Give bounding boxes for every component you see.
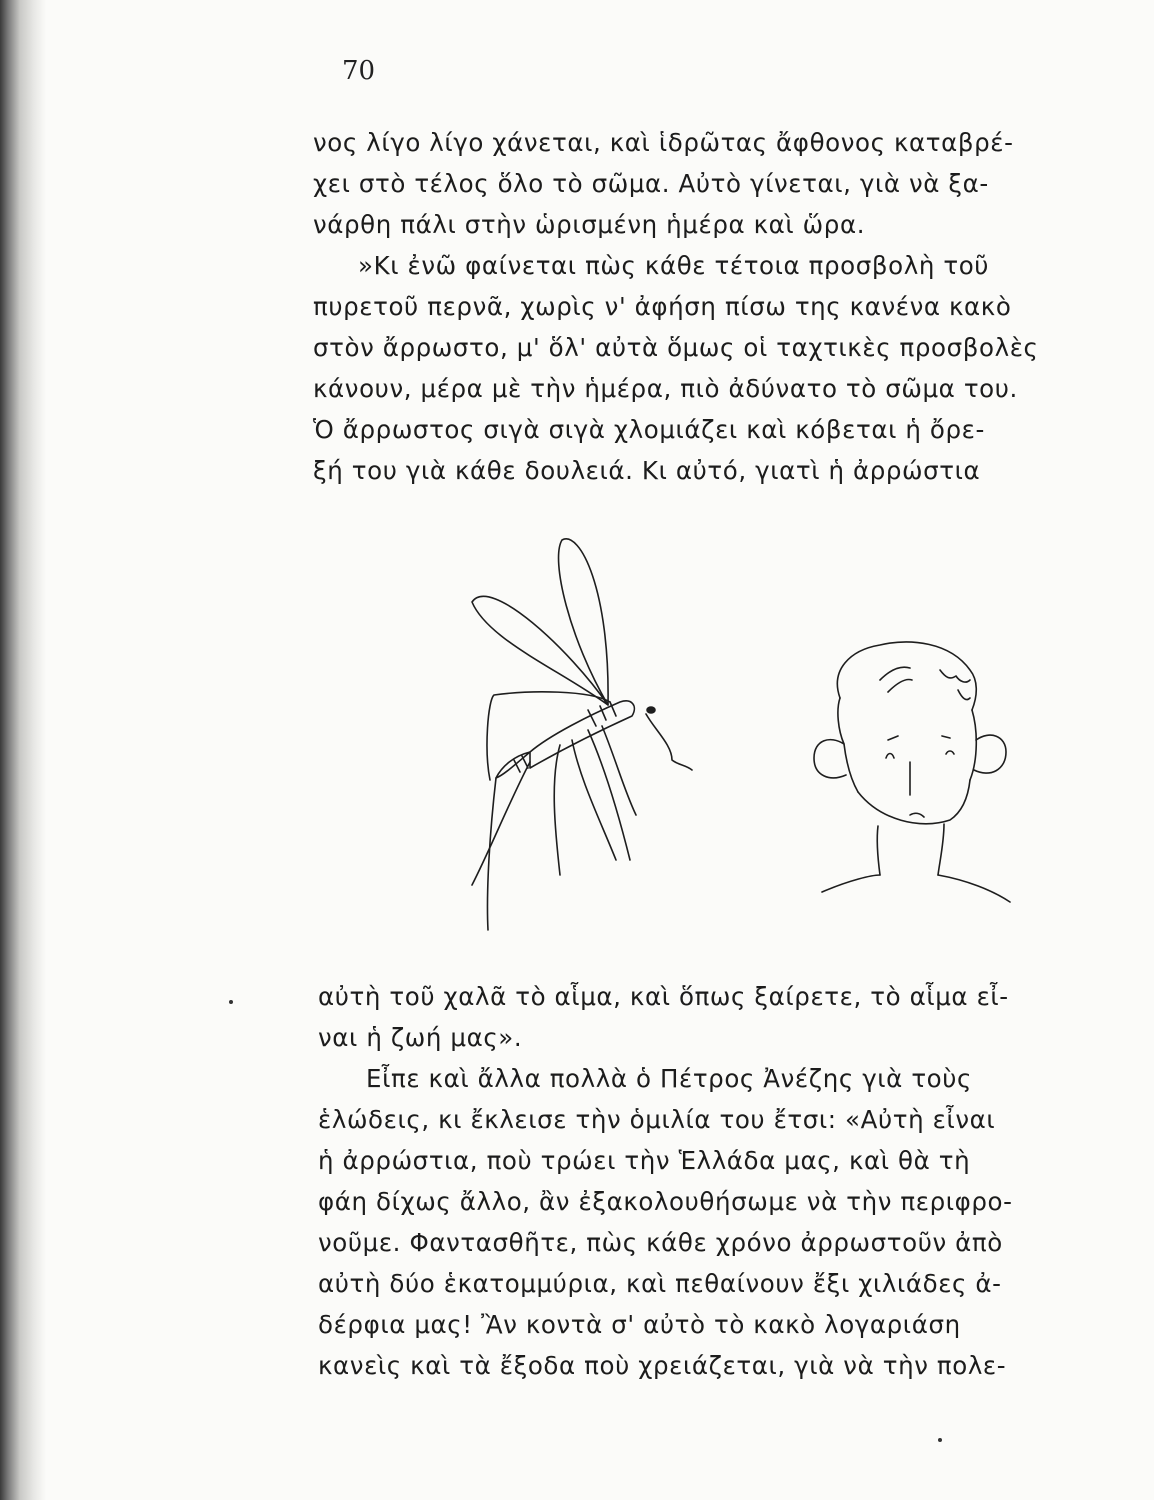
text-line: νος λίγο λίγο χάνεται, καὶ ἱδρῶτας ἄφθονος καταβρέ- — [313, 128, 1014, 157]
speck-mark — [938, 1438, 942, 1442]
text-line: Ὁ ἄρρωστος σιγὰ σιγὰ χλομιάζει καὶ κόβεται ἡ ὄρε- — [313, 415, 985, 444]
illustration-drawing — [410, 530, 1130, 950]
text-line: πυρετοῦ περνᾶ, χωρὶς ν' ἀφήση πίσω της κανένα κακὸ — [313, 292, 1012, 321]
illustration — [410, 530, 1130, 950]
text-line: νοῦμε. Φαντασθῆτε, πὼς κάθε χρόνο ἀρρωστοῦν ἀπὸ — [318, 1228, 1003, 1257]
text-line: φάη δίχως ἄλλο, ἂν ἐξακολουθήσωμε νὰ τὴν περιφρο- — [318, 1187, 1013, 1216]
mosquito-drawing — [472, 539, 692, 930]
text-line: »Κι ἐνῶ φαίνεται πὼς κάθε τέτοια προσβολὴ τοῦ — [358, 251, 990, 280]
text-line: κάνουν, μέρα μὲ τὴν ἡμέρα, πιὸ ἀδύνατο τὸ σῶμα του. — [313, 374, 1018, 403]
text-line: ἑλώδεις, κι ἔκλεισε τὴν ὁμιλία του ἔτσι: «Αὐτὴ εἶναι — [318, 1105, 996, 1134]
text-line: στὸν ἄρρωστο, μ' ὅλ' αὐτὰ ὅμως οἱ ταχτικὲς προσβολὲς — [313, 333, 1039, 362]
text-line: Εἶπε καὶ ἄλλα πολλὰ ὁ Πέτρος Ἀνέζης γιὰ τοὺς — [366, 1064, 973, 1093]
page-number: 70 — [342, 56, 376, 86]
text-line: ναι ἡ ζωή μας». — [318, 1023, 523, 1052]
text-line: ἡ ἀρρώστια, ποὺ τρώει τὴν Ἑλλάδα μας, καὶ θὰ τὴ — [318, 1146, 971, 1175]
text-line: ξή του γιὰ κάθε δουλειά. Κι αὐτό, γιατὶ ἡ ἀρρώστια — [313, 456, 981, 485]
text-line: αὐτὴ τοῦ χαλᾶ τὸ αἷμα, καὶ ὅπως ξαίρετε, τὸ αἷμα εἶ- — [318, 982, 1009, 1011]
text-line: χει στὸ τέλος ὅλο τὸ σῶμα. Αὐτὸ γίνεται, γιὰ νὰ ξα- — [313, 169, 989, 198]
boy-face-drawing — [814, 642, 1010, 902]
text-line: κανεὶς καὶ τὰ ἔξοδα ποὺ χρειάζεται, γιὰ νὰ τὴν πολε- — [318, 1351, 1007, 1380]
text-line: αὐτὴ δύο ἑκατομμύρια, καὶ πεθαίνουν ἔξι χιλιάδες ἀ- — [318, 1269, 1002, 1298]
speck-mark — [229, 1000, 233, 1004]
text-line: νάρθη πάλι στὴν ὡρισμένη ἡμέρα καὶ ὥρα. — [313, 210, 866, 239]
book-binding-shadow — [0, 0, 46, 1500]
text-line: δέρφια μας! Ἂν κοντὰ σ' αὐτὸ τὸ κακὸ λογαριάση — [318, 1310, 961, 1339]
